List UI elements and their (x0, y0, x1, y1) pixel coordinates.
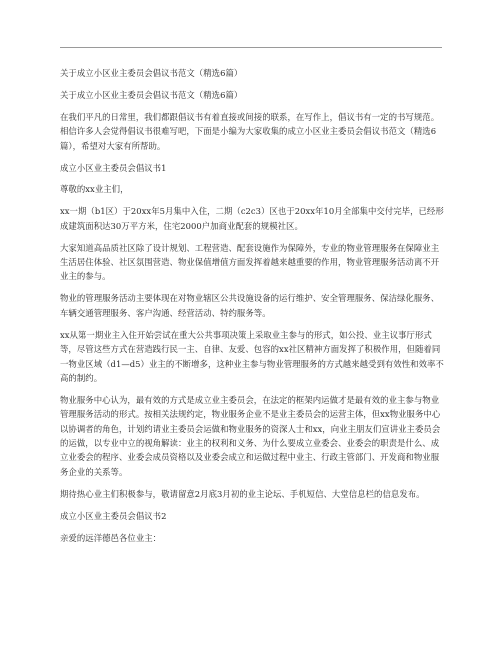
header-divider (60, 47, 442, 48)
document-subtitle: 关于成立小区业主委员会倡议书范文（精选6篇） (60, 89, 243, 100)
body-paragraph: 物业的管理服务活动主要体现在对物业辖区公共设施设备的运行维护、安全管理服务、保洁绿化服务、车辆交通管理服务、客户沟通、经营活动、特约服务等。 (60, 293, 440, 318)
body-paragraph: xx一期（b1区）于20xx年5月集中入住，二期（c2c3）区也于20xx年10月全部集中交付完毕，已经形成建筑面积达30万平方米，住宅2000户加商业配套的规模社区。 (60, 206, 444, 231)
intro-paragraph: 在我们平凡的日常里，我们都跟倡议书有着直接或间接的联系，在写作上，倡议书有一定的书写规范。相信许多人会觉得倡议书很难写吧，下面是小编为大家收集的成立小区业主委员会倡议书范文（精选6篇），希望对大家有所帮助。 (60, 111, 440, 151)
document-title: 关于成立小区业主委员会倡议书范文（精选6篇） (60, 68, 243, 78)
body-paragraph: 期待热心业主们积极参与，敬请留意2月底3月初的业主论坛、手机短信、大堂信息栏的信息发布。 (60, 488, 425, 499)
body-paragraph: 大家知道高品质社区除了设计规划、工程营造、配套设施作为保障外，专业的物业管理服务在保障业主生活居住体验、社区氛围营造、物业保值增值方面发挥着越来越重要的作用，物业管理服务活动离不开业主的参与。 (60, 242, 440, 282)
body-paragraph: 物业服务中心认为，最有效的方式是成立业主委员会，在法定的框架内运做才是最有效的业主参与物业管理服务活动的形式。按相关法规约定，物业服务企业不是业主委员会的运营主体，但xx物业服务中心以协调者的角色，计划约请业主委员会运做和物业服务的资深人士和xx，向业主朋友们宣讲业主委员会的运做，以专业中立的视角解读：业主的权利和义务、为什么要成立业委会、业委会的职责是什么、成立业委会的程序、业委会成员资格以及业委会成立和运做过程中业主、行政主管部门、开发商和物业服务企业的关系等。 (60, 394, 441, 477)
document-body (60, 66, 444, 552)
section-heading-1: 成立小区业主委员会倡议书1 (60, 162, 167, 173)
salutation-2: 亲爱的远洋德邑各位业主： (60, 532, 162, 543)
section-heading-2: 成立小区业主委员会倡议书2 (60, 510, 167, 521)
body-paragraph: xx从第一期业主入住开始尝试在重大公共事项决策上采取业主参与的形式，如公投、业主议事厅形式等，尽管这些方式在营造践行民一主、自律、友爱、包容的xx社区精神方面发挥了积极作用，但随着同一物业区域（d1—d5）业主的不断增多，这种业主参与物业管理服务的方式越来越受到有效性和效率不高的制约。 (60, 329, 444, 383)
salutation-1: 尊敬的xx业主们， (60, 184, 129, 195)
